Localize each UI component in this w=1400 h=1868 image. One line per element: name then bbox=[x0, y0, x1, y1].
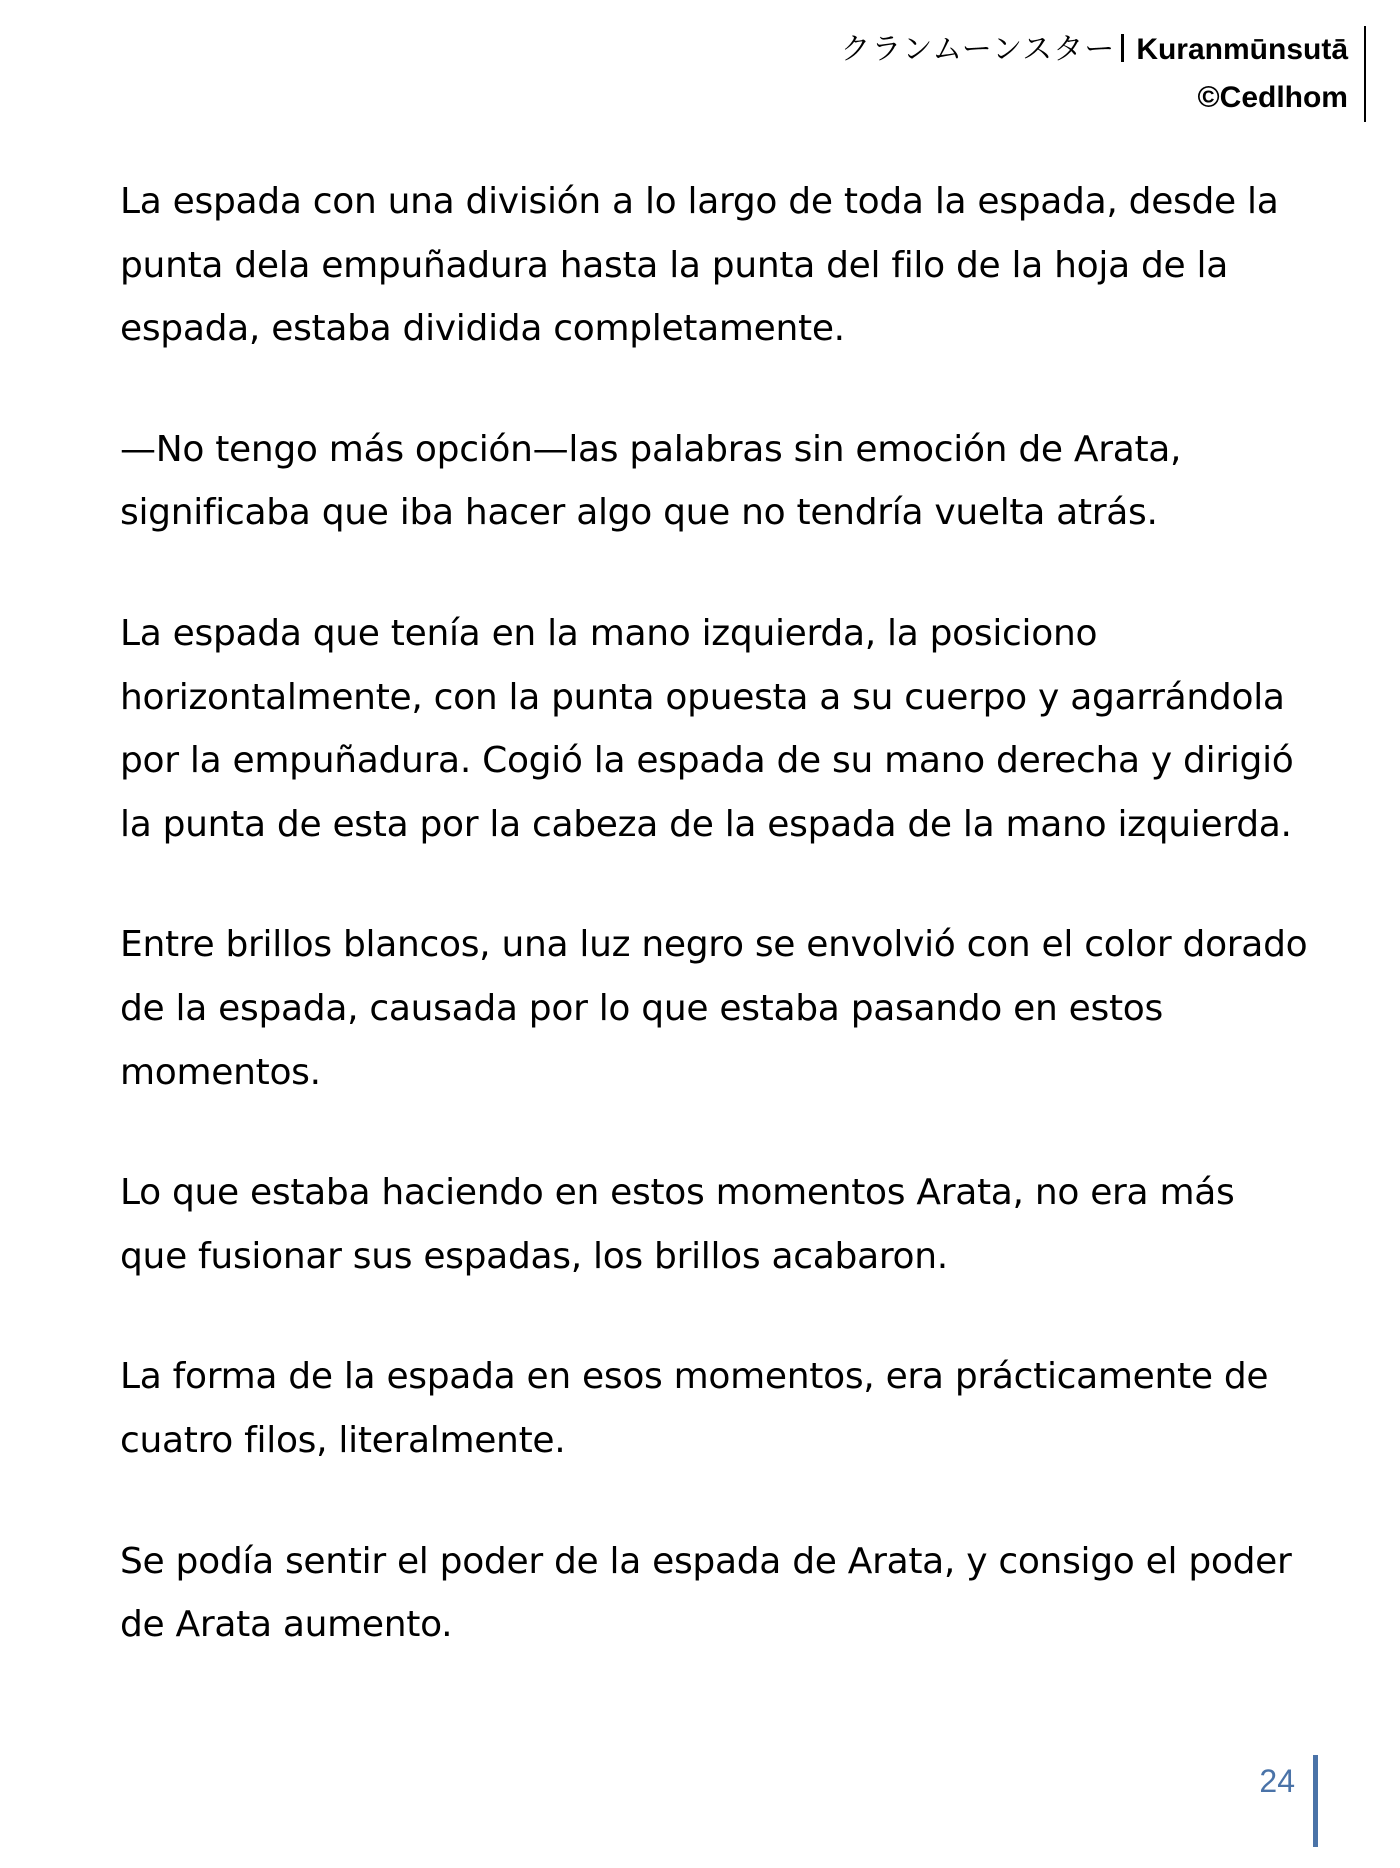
page-header bbox=[841, 26, 1367, 122]
paragraph: —No tengo más opción—las palabras sin emoción de Arata, significaba que iba hacer algo que no tendría vuelta atrás. bbox=[120, 428, 1182, 534]
header-title-romaji: Kuranmūnsutā bbox=[1136, 33, 1348, 66]
header-copyright: ©Cedlhom bbox=[1197, 81, 1348, 114]
paragraph: Lo que estaba haciendo en estos momentos Arata, no era más que fusionar sus espadas, los brillos acabaron. bbox=[120, 1172, 1235, 1277]
page-body bbox=[120, 170, 1310, 1714]
paragraph: Se podía sentir el poder de la espada de Arata, y consigo el poder de Arata aumento. bbox=[120, 1540, 1292, 1646]
page-number: 24 bbox=[1259, 1763, 1295, 1799]
paragraph: La forma de la espada en esos momentos, era prácticamente de cuatro filos, literalmente. bbox=[120, 1356, 1269, 1461]
header-title-japanese: クランムーンスター bbox=[840, 32, 1116, 67]
page-footer bbox=[1259, 1755, 1318, 1847]
header-separator bbox=[1121, 34, 1124, 62]
paragraph: La espada que tenía en la mano izquierda, la posiciono horizontalmente, con la punta opuesta a su cuerpo y agarrándola por la empuñadura. Cogió la espada de su mano derecha y dirigió la punta de esta por la cabeza de la espada de la mano izquierda. bbox=[120, 612, 1294, 845]
paragraph: Entre brillos blancos, una luz negro se envolvió con el color dorado de la espada, causada por lo que estaba pasando en estos momentos. bbox=[120, 924, 1308, 1093]
paragraph: La espada con una división a lo largo de toda la espada, desde la punta dela empuñadura hasta la punta del filo de la hoja de la espada, estaba dividida completamente. bbox=[120, 181, 1279, 350]
header-title-line bbox=[841, 26, 1349, 74]
